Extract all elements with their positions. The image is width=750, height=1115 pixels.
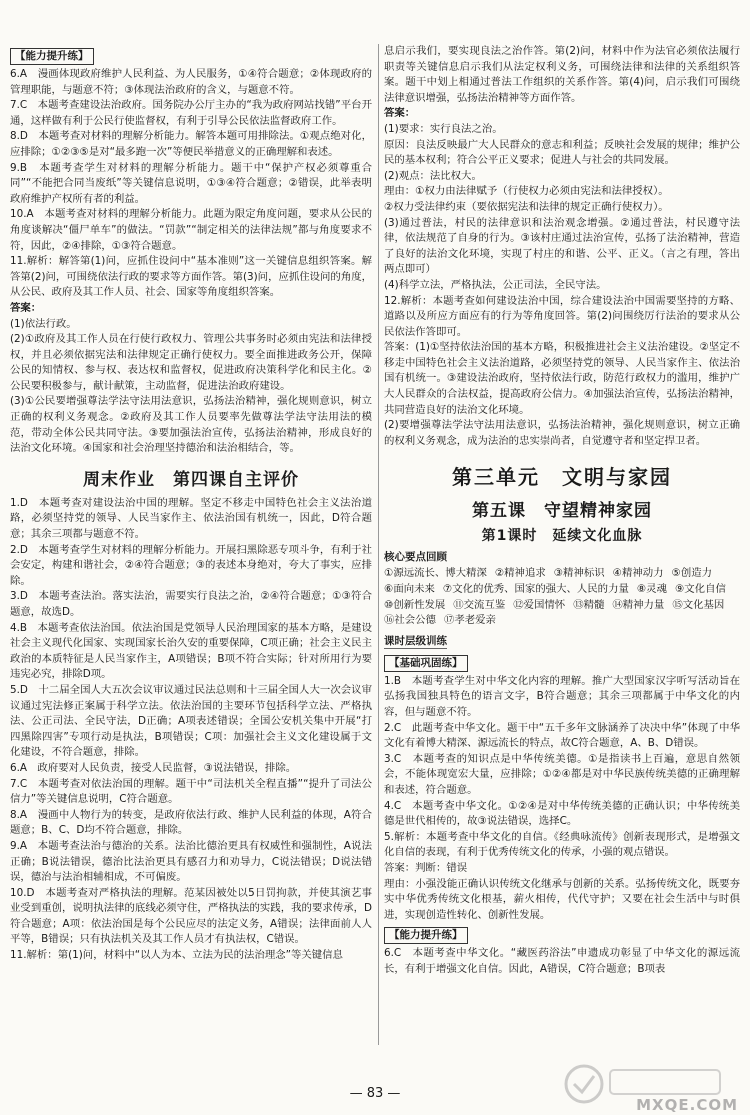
left-column [10, 44, 372, 1045]
paragraph: 7.C 本题考查对依法治国的理解。题干中“司法机关全程直播”“提升了司法公信力”等关键信息说明，C符合题意。 [10, 777, 372, 806]
practice-title: 课时层级训练 [384, 634, 447, 647]
core-item: ⑥面向未来 [384, 583, 435, 596]
paragraph: (3)通过普法，村民的法律意识和法治观念增强。②通过普法，村民遵守法律，依法规范了自身的行为。③该村庄通过法治宣传，弘扬了法治精神，营造了良好的法治文化环境，实现了村庄的和谐、公平、正义。（言之有理，答出两点即可） [384, 216, 740, 276]
paragraph: 原因：良法反映最广大人民群众的意志和利益；反映社会发展的规律；维护公民的基本权利；符合公平正义要求；促进人与社会的共同发展。 [384, 138, 740, 167]
core-item: ⑤创造力 [671, 567, 713, 580]
core-item: ⑨文化自信 [674, 583, 726, 596]
paragraph: 4.B 本题考查依法治国。依法治国是党领导人民治理国家的基本方略，是建设社会主义现代化国家、实现国家长治久安的重要保障，C项正确；社会主义民主政治的本质特征是人民当家作主，A项错误；B项不符合实际；针对所用行为要违宪必究，排除D项。 [10, 621, 372, 681]
paragraph: (2)观点：法比权大。 [384, 169, 482, 182]
paragraph: 6.C 本题考查中华文化。“藏医药浴法”申遗成功彰显了中华文化的源远流长，有利于增强文化自信。因此，A错误，C符合题意；B项表 [384, 947, 740, 975]
paragraph: 8.A 漫画中人物行为的转变，是政府依法行政、维护人民利益的体现，A符合题意；B、C、D均不符合题意，排除。 [10, 808, 372, 837]
paragraph: ②权力受法律约束（要依据宪法和法律的规定正确行使权力）。 [384, 200, 669, 213]
paragraph: 2.C 此题考查中华文化。题干中“五千多年文脉涵养了决决中华”体现了中华文化有着博大精深、源远流长的特点，故C符合题意，A、B、D错误。 [384, 721, 740, 750]
core-item: ⑪交流互鉴 [453, 598, 506, 611]
paragraph: 答案：(1)①坚持依法治国的基本方略，积极推进社会主义法治建设。②坚定不移走中国特色社会主义法治道路，必须坚持党的领导、人民当家作主、依法治国有机统一。③建设法治政府，坚持依法行政，防范行政权力的滥用，维护广大人民群众的合法权益，提高政府公信力。④加强法治宣传，弘扬法治精神，共同营造良好的法治文化环境。 [384, 341, 740, 416]
core-title: 核心要点回顾 [384, 551, 447, 564]
paragraph: 3.C 本题考查的知识点是中华传统美德。①是指读书上百遍，意思自然领会，不能体现宽宏大量，应排除；①②④都是对中华民族传统美德的正确理解和表述，符合题意。 [384, 752, 740, 796]
paragraph: 12.解析：本题考查如何建设法治中国，综合建设法治中国需要坚持的方略、道路以及所应方面应有的行为等角度回答。第(2)问围绕厉行法治的要求从公民依法作答即可。 [384, 294, 740, 338]
paragraph: (4)科学立法，严格执法，公正司法，全民守法。 [384, 278, 607, 291]
paragraph: 6.A 政府要对人民负责，接受人民监督，③说法错误，排除。 [10, 761, 297, 774]
paragraph: 11.解析：第(1)问，材料中“以人为本、立法为民的法治理念”等关键信息 [10, 949, 343, 962]
paragraph: 6.A 漫画体现政府维护人民利益、为人民服务，①④符合题意；②体现政府的管理职能，与题意不符；③体现法治政府的含义，与题意不符。 [10, 68, 372, 96]
unit-heading: 第三单元 文明与家园 [452, 465, 672, 490]
core-item: ⑮文化基因 [672, 598, 725, 611]
answer-label-right: 答案： [384, 107, 416, 120]
right-column [384, 44, 740, 1045]
paragraph: (1)依法行政。 [10, 317, 77, 330]
watermark-text: MXQE.COM [636, 1096, 738, 1114]
page-number: — 83 — [349, 1086, 401, 1101]
answers-e [384, 861, 740, 923]
paragraph: 5.D 十二届全国人大五次会议审议通过民法总则和十三届全国人大一次会议审议通过宪法修正案属于科学立法。依法治国的主要环节包括科学立法、严格执法、公正司法、全民守法，D正确；A项表述错误；全国公安机关集中开展“打四黑除四害”专项行动是执法，B项错误；C项：加强社会主义文化建设属于文化建设，不符合题意，排除。 [10, 683, 372, 759]
column-divider [378, 44, 379, 1045]
paragraph: 理由：①权力由法律赋予（行使权力必须由宪法和法律授权）。 [384, 185, 669, 198]
core-item: ⑰孝老爱亲 [443, 614, 496, 627]
section-tag-ability-right: 【能力提升练】 [384, 927, 468, 944]
paragraph: 3.D 本题考查法治。落实法治，需要实行良法之治，②④符合题意；①③符合题意，故选D。 [10, 590, 372, 618]
answers-d [384, 340, 740, 449]
core-item: ③精神标识 [553, 567, 605, 580]
answer-blocks-e [384, 674, 740, 861]
paragraph: 答案：判断：错误 [384, 861, 468, 874]
paragraph: 5.解析：本题考查中华文化的自信。《经典咏流传》创新表现形式，是增强文化自信的表现，有利于优秀传统文化的传承，小强的观点错误。 [384, 830, 740, 859]
paragraph: 8.D 本题考查对材料的理解分析能力。解答本题可用排除法。①观点绝对化，应排除；①②③⑤是对“最多跑一次”等便民举措意义的正确理解和表述。 [10, 130, 372, 158]
section-tag-ability: 【能力提升练】 [10, 48, 94, 65]
paragraph: 4.C 本题考查中华文化。①②④是对中华传统美德的正确认识；中华传统美德是世代相传的，故③说法错误，选择C。 [384, 799, 740, 828]
answer-blocks-d [384, 294, 740, 341]
paragraph: 7.C 本题考查建设法治政府。国务院办公厅主办的“我为政府网站找错”平台开通，这样做有利于公民行使监督权，有利于引导公民依法监督政府工作。 [10, 99, 372, 127]
paragraph: 10.D 本题考查对严格执法的理解。范某因被处以5日罚拘款，并使其演艺事业受到重创，说明执法律的底线必须守住，严格执法的实践，我的要求传承，D符合题意；A项：依法治国是每个公民应尽的法定义务，A错误；法律面前人人平等，B错误；只有执法机关及其工作人员才有执法权，C错误。 [10, 886, 372, 946]
answer-blocks-a [10, 67, 372, 301]
week-heading: 周末作业 第四课自主评价 [83, 469, 299, 490]
paragraph: (2)要增强尊法学法守法用法意识，弘扬法治精神，强化规则意识，树立正确的权利义务观念，成为法治的忠实崇尚者，自觉遵守者和坚定捍卫者。 [384, 419, 740, 447]
answers-c [384, 122, 740, 294]
paragraph: 11.解析：解答第(1)问，应抓住设问中“基本准则”这一关键信息组织答案。解答第(2)问，可围绕依法行政的要求等方面作答。第(3)问，应抓住设问的角度，从公民、政府及其工作人员、社会、国家等角度组织答案。 [10, 255, 372, 299]
paragraph: 理由：小强没能正确认识传统文化继承与创新的关系。弘扬传统文化，既要夯实中华优秀传统文化根基，薪火相传，代代守护；又要在社会生活中与时俱进，实现创造性转化、创新性发展。 [384, 877, 740, 921]
answers-a [10, 317, 372, 457]
core-item: ⑯社会公德 [384, 614, 436, 627]
core-item: ⑩创新性发展 [384, 598, 446, 611]
period-heading: 第1课时 延续文化血脉 [481, 528, 643, 545]
paragraph: 1.B 本题考查学生对中华文化内容的理解。推广大型国家汉字听写活动旨在弘扬我国独具特色的语言文字，B符合题意；其余三项都属于中华文化的内容，但与题意不符。 [384, 674, 740, 718]
core-item: ⑧灵魂 [636, 583, 667, 596]
paragraph: (3)①公民要增强尊法学法守法用法意识，弘扬法治精神，强化规则意识，树立正确的权利义务观念。②政府及其工作人员要率先做尊法学法守法用法的模范，带动全体公民共同守法。③要加强法治宣传，弘扬法治精神，形成良好的法治文化环境。④国家和社会治理坚持德治和法治相结合，等。 [10, 395, 372, 455]
core-item: ①源远流长、博大精深 [384, 567, 487, 580]
paragraph: (1)要求：实行良法之治。 [384, 122, 503, 135]
core-item: ④精神动力 [612, 567, 664, 580]
lesson-heading: 第五课 守望精神家园 [472, 501, 652, 522]
core-item: ⑭精神力量 [612, 598, 665, 611]
answer-blocks-f [384, 946, 740, 977]
core-item: ⑫爱国情怀 [513, 598, 566, 611]
paragraph: 2.D 本题考查学生对材料的理解分析能力。开展扫黑除恶专项斗争，有利于社会安定，构建和谐社会，②④符合题意；③的表述本身绝对，夸大了事实，应排除。 [10, 543, 372, 587]
core-items [384, 566, 740, 628]
paragraph: 息启示我们，要实现良法之治作答。第(2)问，材料中作为法官必须依法履行职责等关键信息启示我们从法定权利义务，可围绕法律和法律的关系组织答案。题干中划上相通过普法工作组织的关系作答。第(4)问，启示我们可围绕法律意识增强，弘扬法治精神等方面作答。 [384, 45, 740, 104]
answer-label: 答案： [10, 301, 42, 314]
answer-blocks-c [384, 44, 740, 106]
core-item: ②精神追求 [494, 567, 546, 580]
paragraph: 10.A 本题考查对材料的理解分析能力。此题为限定角度问题，要求从公民的角度谈解决“僵尸单车”的做法。“罚款”“制定相关的法律法规”都与角度要求不符，因此，②④排除，①③符合题意。 [10, 208, 372, 252]
paragraph: (2)①政府及其工作人员在行使行政权力、管理公共事务时必须由宪法和法律授权，并且必须依据宪法和法律规定正确行使权力。要全面推进政务公开，保障公民的知情权、参与权、表达权和监督权，促进政府决策科学化和民主化。②公民要积极参与，献计献策，主动监督，促进法治政府建设。 [10, 333, 372, 392]
answer-blocks-b [10, 496, 372, 964]
core-item: ⑬精髓 [573, 598, 605, 611]
paragraph: 1.D 本题考查对建设法治中国的理解。坚定不移走中国特色社会主义法治道路，必须坚持党的领导、人民当家作主、依法治国有机统一，因此，D符合题意；其余三项都与题意不符。 [10, 496, 372, 541]
paragraph: 9.B 本题考查学生对材料的理解分析能力。题干中“保护产权必须尊重合同”“不能把合同当废纸”等关键信息说明，①③④符合题意；②错误，此举表明政府维护产权所有者的利益。 [10, 161, 372, 205]
paragraph: 9.A 本题考查法治与德治的关系。法治比德治更具有权威性和强制性，A说法正确；B说法错误，德治比法治更具有感召力和劝导力，C说法错误；D说法错误，德治与法治相辅相成，不可偏废。 [10, 839, 372, 884]
section-tag-basic: 【基础巩固练】 [384, 655, 468, 672]
core-item: ⑦文化的优秀、国家的强大、人民的力量 [442, 583, 629, 596]
